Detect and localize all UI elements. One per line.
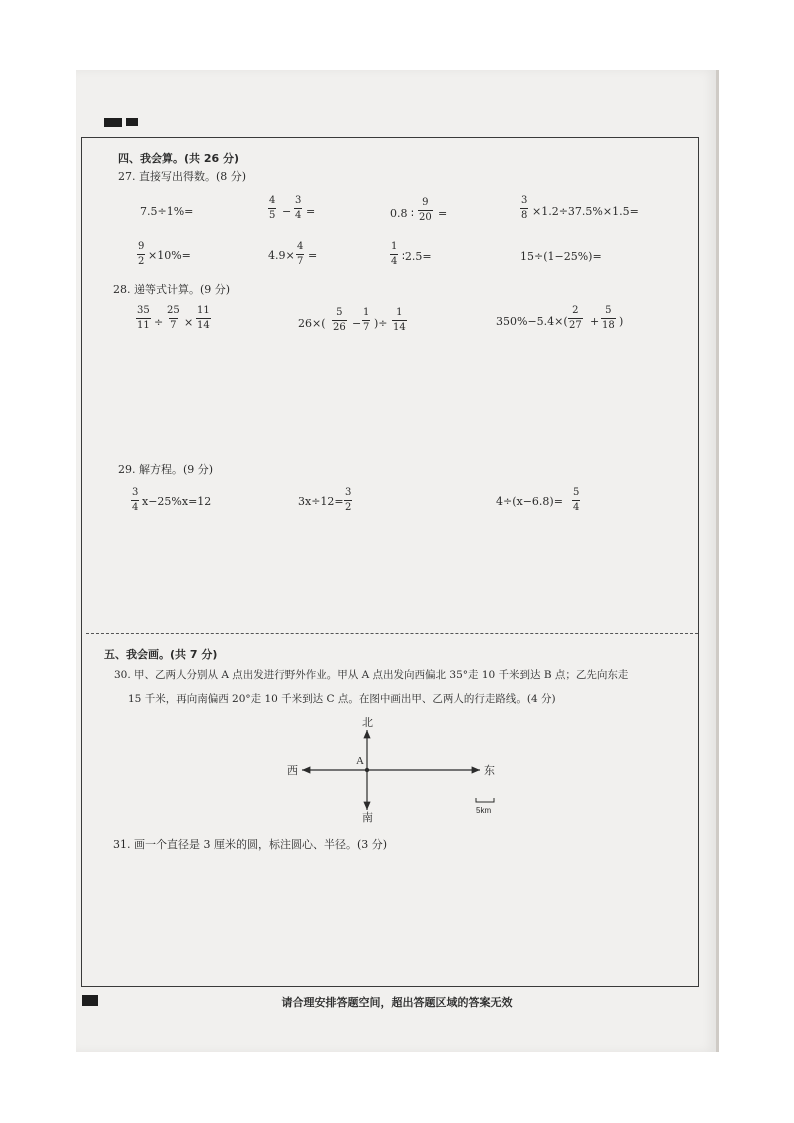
denominator: 18: [602, 320, 615, 331]
expression: x−25%x=12: [142, 495, 212, 508]
south-label: 南: [362, 811, 373, 824]
denominator: 4: [295, 210, 302, 221]
numerator: 35: [137, 305, 150, 316]
denominator: 2: [345, 502, 352, 513]
section-title: 四、我会算。(共 26 分): [118, 152, 240, 165]
origin-label: A: [356, 755, 364, 767]
question-label: 28. 递等式计算。(9 分): [113, 283, 231, 296]
operator: −: [282, 205, 292, 218]
denominator: 5: [269, 210, 276, 221]
numerator: 5: [605, 305, 612, 316]
numerator: 3: [521, 195, 528, 206]
denominator: 11: [137, 320, 150, 331]
numerator: 5: [336, 307, 343, 318]
expression: 15÷(1−25%)=: [520, 250, 602, 263]
expression: 3x÷12=: [298, 495, 344, 508]
denominator: 4: [573, 502, 580, 513]
denominator: 2: [138, 256, 145, 267]
operator: =: [306, 205, 316, 218]
denominator: 7: [363, 322, 370, 333]
numerator: 3: [295, 195, 302, 206]
denominator: 4: [132, 502, 139, 513]
section-title: 五、我会画。(共 7 分): [104, 648, 218, 661]
numerator: 4: [269, 195, 276, 206]
expression: )÷: [374, 317, 388, 330]
denominator: 7: [170, 320, 177, 331]
numerator: 25: [167, 305, 180, 316]
denominator: 14: [197, 320, 210, 331]
expression: 4÷(x−6.8)=: [496, 495, 563, 508]
denominator: 26: [333, 322, 346, 333]
numerator: 2: [572, 305, 579, 316]
operator: =: [438, 207, 448, 220]
numerator: 11: [197, 305, 210, 316]
expression: ×10%=: [148, 249, 191, 262]
numerator: 4: [297, 241, 304, 252]
denominator: 14: [393, 322, 406, 333]
expression: 0.8 ∶: [390, 207, 414, 220]
numerator: 5: [573, 487, 580, 498]
question-label: 29. 解方程。(9 分): [118, 463, 214, 476]
denominator: 7: [297, 256, 304, 267]
expression: ): [619, 315, 624, 328]
denominator: 27: [569, 320, 582, 331]
numerator: 9: [422, 197, 429, 208]
operator: −: [352, 317, 362, 330]
east-label: 东: [484, 764, 495, 777]
numerator: 3: [132, 487, 139, 498]
origin-point: [365, 768, 369, 772]
expression: ×1.2÷37.5%×1.5=: [532, 205, 639, 218]
question-text: 15 千米，再向南偏西 20°走 10 千米到达 C 点。在图中画出甲、乙两人的行走路线。(4 分): [128, 693, 556, 705]
denominator: 4: [391, 256, 398, 267]
question-label: 27. 直接写出得数。(8 分): [118, 170, 247, 183]
numerator: 1: [363, 307, 370, 318]
denominator: 20: [419, 212, 432, 223]
expression: ∶2.5=: [402, 250, 432, 263]
expression: 4.9×: [268, 249, 295, 262]
expression: 7.5÷1%=: [140, 205, 194, 218]
question-text: 30. 甲、乙两人分别从 A 点出发进行野外作业。甲从 A 点出发向西偏北 35°走 10 千米到达 B 点；乙先向东走: [114, 669, 629, 681]
expression: 350%−5.4×(: [496, 315, 568, 328]
question-text: 31. 画一个直径是 3 厘米的圆，标注圆心、半径。(3 分): [113, 838, 388, 851]
operator: =: [308, 249, 318, 262]
west-label: 西: [287, 764, 298, 777]
numerator: 1: [391, 241, 398, 252]
scale-label: 5km: [476, 806, 492, 815]
numerator: 1: [396, 307, 403, 318]
expression: 26×(: [298, 317, 326, 330]
operator: +: [590, 315, 600, 328]
numerator: 9: [138, 241, 145, 252]
north-label: 北: [362, 716, 373, 729]
operator: ÷: [154, 316, 164, 329]
footer-note: 请合理安排答题空间，超出答题区域的答案无效: [281, 996, 513, 1009]
numerator: 3: [345, 487, 352, 498]
operator: ×: [184, 316, 194, 329]
denominator: 8: [521, 210, 528, 221]
scale-bar: [476, 798, 494, 802]
